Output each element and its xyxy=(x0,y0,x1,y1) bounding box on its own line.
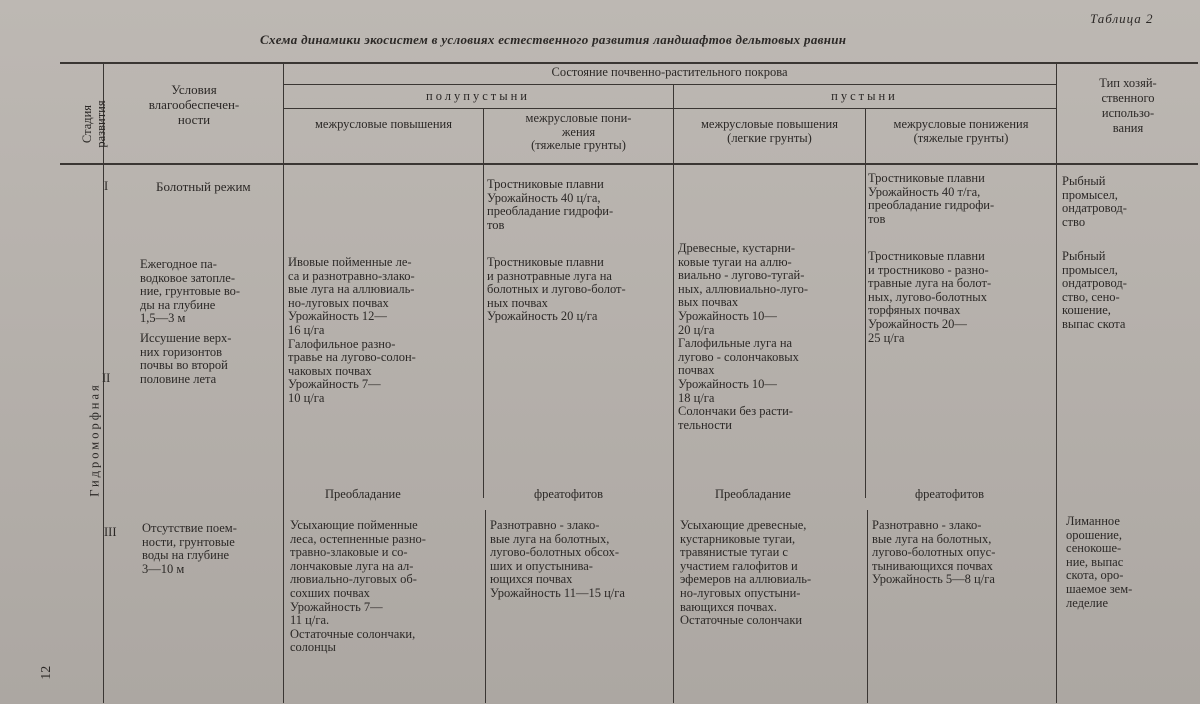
dominance-2: фреатофитов xyxy=(534,487,604,501)
dominance-3: Преобладание xyxy=(715,487,791,501)
col-rule-6 xyxy=(1056,63,1057,703)
col-rule-5a xyxy=(865,108,866,498)
cell-1-desert-low: Тростниковые плавни Урожайность 40 т/га, преобладание гидрофи- тов xyxy=(868,171,995,226)
economy-2: Рыбный промысел, ондатровод- ство, сено- кошение, выпас скота xyxy=(1062,249,1127,331)
header-desert: пустыни xyxy=(831,89,898,103)
header-desert-low: межрусловые понижения (тяжелые грунты) xyxy=(893,117,1029,145)
cell-2-semi-high: Ивовые пойменные ле- са и разнотравно-злако- вые луга на аллювиаль- но-луговых почвах Урожайность 12— 16 ц/га Галофильное разно- травье на лугово-солон- чаковых почвах Урожайность 7— 10 ц/га xyxy=(288,255,416,405)
cell-2-desert-high: Древесные, кустарни- ковые тугаи на аллю- виально - лугово-тугай- ных, аллювиально-луго- вых почвах Урожайность 10— 20 ц/га Галофильные луга на лугово - солончаковых почвах Урожайность 10— 18 ц/га Солончаки без расти- тельности xyxy=(678,241,809,432)
col-rule-5b xyxy=(867,510,868,703)
top-rule xyxy=(60,62,1198,64)
col-rule-3b xyxy=(485,510,486,703)
header-soil-veg: Состояние почвенно-растительного покрова xyxy=(551,65,788,79)
header-bottom-rule xyxy=(60,163,1198,165)
header-economy: Тип хозяй- ственного использо- вания xyxy=(1099,76,1157,135)
conditions-3: Отсутствие поем- ности, грунтовые воды на глубине 3—10 м xyxy=(142,521,237,576)
cell-1-semi-low: Тростниковые плавни Урожайность 40 ц/га, преобладание гидрофи- тов xyxy=(487,177,614,232)
stage-1: I xyxy=(104,179,109,193)
economy-3: Лиманное орошение, сенокоше- ние, выпас скота, оро- шаемое зем- леделие xyxy=(1066,514,1133,610)
conditions-2b: Иссушение верх- них горизонтов почвы во второй половине лета xyxy=(140,331,232,386)
col-rule-2 xyxy=(283,63,284,703)
col-rule-3a xyxy=(483,108,484,498)
cell-3-semi-low: Разнотравно - злако- вые луга на болотных, лугово-болотных обсох- ших и опустынива- ющихся почвах Урожайность 11—15 ц/га xyxy=(490,518,625,600)
page-number: 12 xyxy=(39,665,55,680)
group-label-hydromorphic: Гидроморфная xyxy=(87,382,102,497)
header-conditions: Условия влагообеспечен- ности xyxy=(148,82,240,127)
header-desert-high: межрусловые повышения (легкие грунты) xyxy=(701,117,838,145)
header-semi-high: межрусловые повышения xyxy=(315,117,452,131)
cell-3-desert-high: Усыхающие древесные, кустарниковые тугаи, травянистые тугаи с участием галофитов и эфемеров на аллювиаль- но-луговых опустыни- вающихся почвах. Остаточные солончаки xyxy=(680,518,812,628)
economy-1: Рыбный промысел, ондатровод- ство xyxy=(1062,174,1127,229)
table-number: Таблица 2 xyxy=(1090,11,1154,26)
table-title: Схема динамики экосистем в условиях естественного развития ландшафтов дельтовых равнин xyxy=(260,32,847,47)
dominance-1: Преобладание xyxy=(325,487,401,501)
rule-under-soil-veg xyxy=(283,84,1056,85)
header-stage: Стадия развития xyxy=(80,100,108,148)
cell-2-semi-low: Тростниковые плавни и разнотравные луга на болотных и лугово-болот- ных почвах Урожайность 20 ц/га xyxy=(487,255,626,324)
conditions-1: Болотный режим xyxy=(156,179,251,194)
conditions-2a: Ежегодное па- водковое затопле- ние, грунтовые во- ды на глубине 1,5—3 м xyxy=(140,257,241,326)
cell-3-semi-high: Усыхающие пойменные леса, остепненные разно- травно-злаковые и со- лончаковые луга на ал- лювиально-луговых об- сохших почвах Урожайность 7— 11 ц/га. Остаточные солончаки, солонцы xyxy=(290,518,426,655)
rule-under-zones xyxy=(283,108,1056,109)
header-semidesert: полупустыни xyxy=(426,89,530,103)
stage-2: II xyxy=(102,371,111,385)
cell-2-desert-low: Тростниковые плавни и тростниково - разно- травные луга на болот- ных, лугово-болотных торфяных почвах Урожайность 20— 25 ц/га xyxy=(868,249,992,345)
dominance-4: фреатофитов xyxy=(915,487,985,501)
cell-3-desert-low: Разнотравно - злако- вые луга на болотных, лугово-болотных опус- тынивающихся почвах Урожайность 5—8 ц/га xyxy=(872,518,996,587)
header-semi-low: межрусловые пони- жения (тяжелые грунты) xyxy=(525,111,632,153)
stage-3: III xyxy=(104,525,117,539)
col-rule-4 xyxy=(673,84,674,703)
